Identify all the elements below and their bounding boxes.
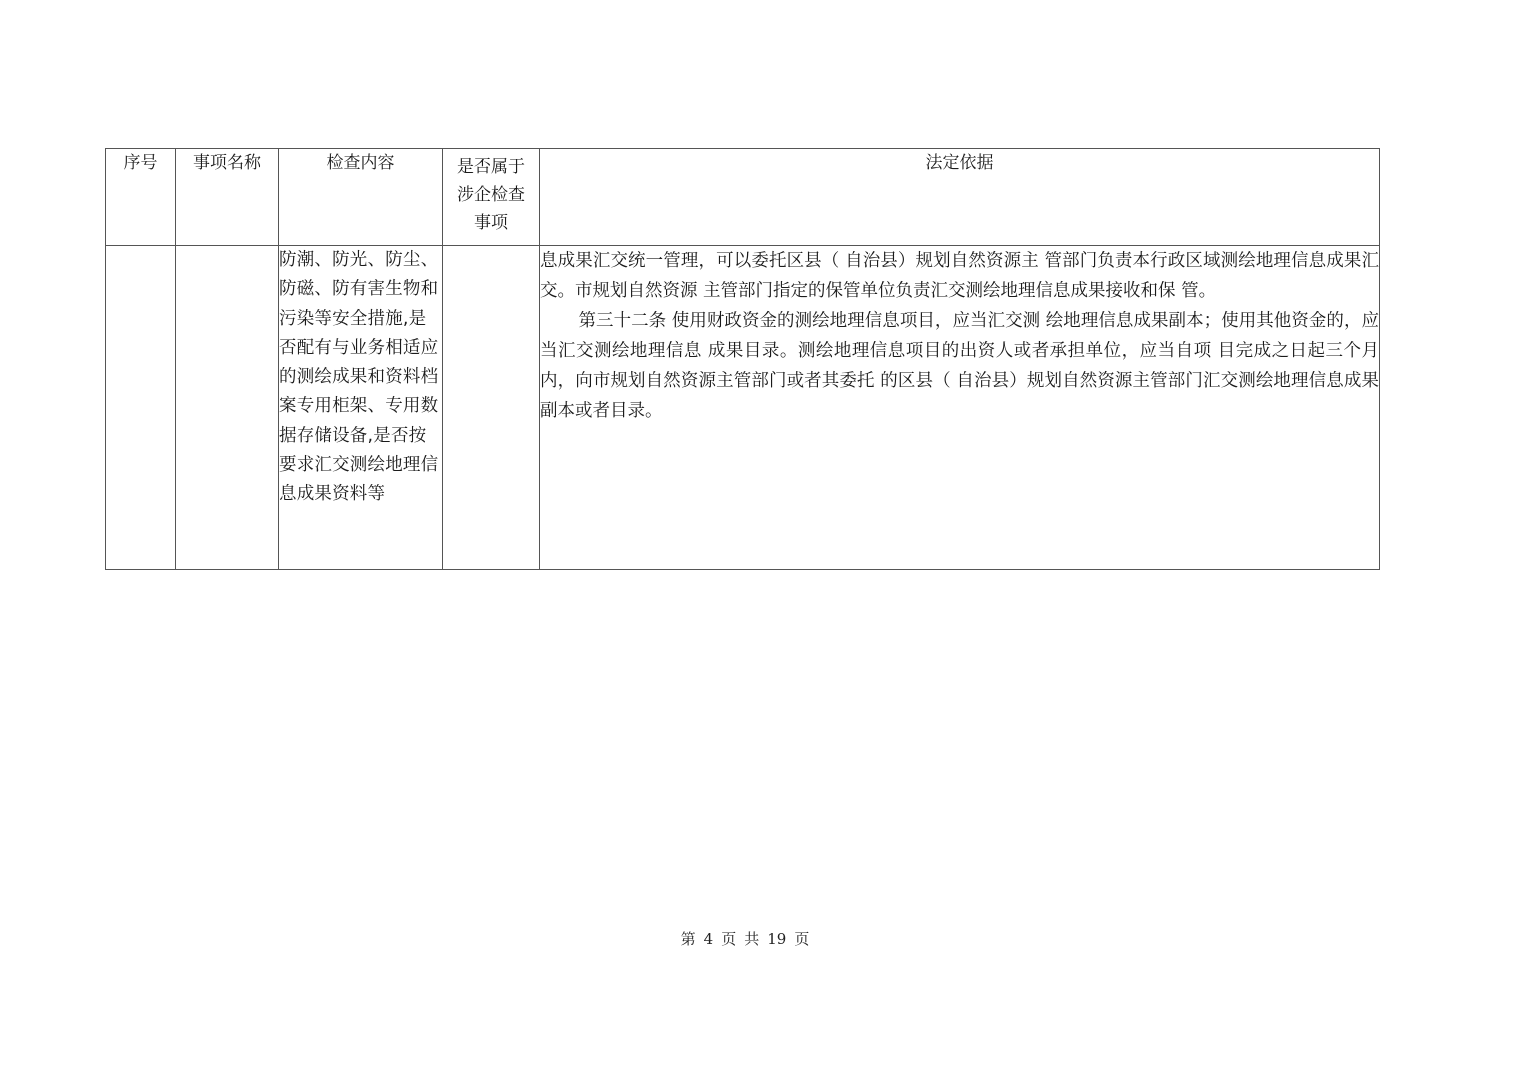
footer-suffix: 页: [794, 930, 810, 948]
footer-total-pages: 19: [767, 930, 787, 948]
page-footer: [0, 928, 1490, 949]
header-content: 检查内容: [279, 149, 443, 246]
footer-total-prefix: 共: [744, 930, 760, 948]
header-enterprise-line2: 涉企检查: [457, 185, 525, 205]
legal-basis-paragraph-2: 第三十二条 使用财政资金的测绘地理信息项目，应当汇交测 绘地理信息成果副本；使用其他资金的，应当汇交测绘地理信息 成果目录。测绘地理信息项目的出资人或者承担单位，应当自项 目完成之日起三个月内，向市规划自然资源主管部门或者其委托 的区县（ 自治县）规划自然资源主管部门汇交测绘地理信息成果 副本或者目录。: [540, 311, 1379, 421]
header-item-name: 事项名称: [176, 149, 279, 246]
table-row: [106, 246, 1380, 570]
legal-basis-paragraph-1: 息成果汇交统一管理，可以委托区县（ 自治县）规划自然资源主 管部门负责本行政区域测绘地理信息成果汇交。市规划自然资源 主管部门指定的保管单位负责汇交测绘地理信息成果接收和保 管。: [540, 251, 1379, 301]
cell-enterprise-inspection: [443, 246, 540, 570]
table-header-row: [106, 149, 1380, 246]
cell-seq: [106, 246, 176, 570]
header-enterprise-line3: 事项: [474, 213, 508, 233]
header-legal-basis: 法定依据: [540, 149, 1380, 246]
cell-item-name: [176, 246, 279, 570]
header-seq: 序号: [106, 149, 176, 246]
header-enterprise-inspection: [443, 149, 540, 246]
cell-legal-basis: [540, 246, 1380, 570]
header-enterprise-line1: 是否属于: [457, 157, 525, 177]
footer-prefix: 第: [680, 930, 696, 948]
footer-page-label: 页: [721, 930, 737, 948]
footer-page-number: 4: [703, 930, 714, 948]
inspection-table: [105, 148, 1380, 570]
cell-inspection-content: 防潮、防光、防尘、防磁、防有害生物和污染等安全措施,是否配有与业务相适应的测绘成果和资料档案专用柜架、专用数据存储设备,是否按要求汇交测绘地理信息成果资料等: [279, 246, 443, 570]
